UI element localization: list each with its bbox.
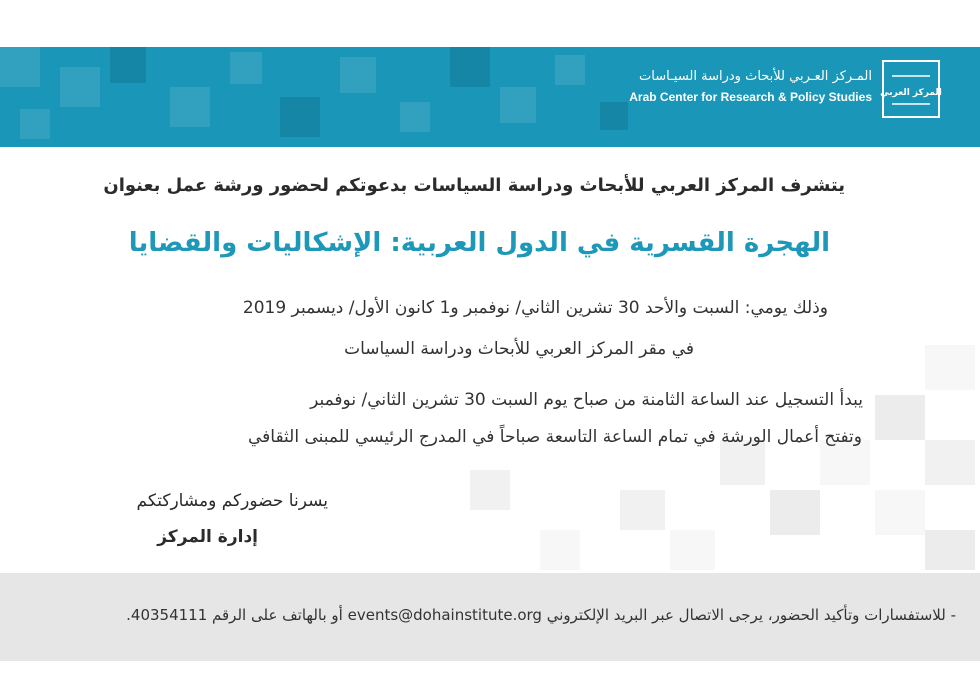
banner-tile bbox=[340, 57, 376, 93]
background-tile bbox=[875, 395, 925, 440]
banner-tile bbox=[280, 97, 320, 137]
date-line: وذلك يومي: السبت والأحد 30 تشرين الثاني/ نوفمبر و1 كانون الأول/ ديسمبر 2019 bbox=[242, 298, 828, 318]
background-tile bbox=[620, 490, 665, 530]
banner-tile bbox=[400, 102, 430, 132]
contact-text: - للاستفسارات وتأكيد الحضور، يرجى الاتصال عبر البريد الإلكتروني events@dohainstitute.org أو بالهاتف على الرقم 40354111. bbox=[126, 606, 956, 624]
header-banner bbox=[0, 47, 980, 147]
banner-tile bbox=[555, 55, 585, 85]
background-tile bbox=[925, 345, 975, 390]
background-tile bbox=[875, 490, 925, 535]
registration-line: يبدأ التسجيل عند الساعة الثامنة من صباح يوم السبت 30 تشرين الثاني/ نوفمبر bbox=[310, 390, 863, 410]
banner-tile bbox=[60, 67, 100, 107]
workshop-title: الهجرة القسرية في الدول العربية: الإشكاليات والقضايا bbox=[128, 228, 830, 258]
background-tile bbox=[925, 530, 975, 570]
background-tile bbox=[540, 530, 580, 570]
banner-tile bbox=[110, 47, 146, 83]
closing-text: يسرنا حضوركم ومشاركتكم bbox=[136, 491, 328, 511]
org-name-en: Arab Center for Research & Policy Studies bbox=[629, 90, 872, 104]
banner-tile bbox=[450, 47, 490, 87]
opening-line: وتفتح أعمال الورشة في تمام الساعة التاسعة صباحاً في المدرج الرئيسي للمبنى الثقافي bbox=[247, 427, 862, 447]
banner-tile bbox=[20, 109, 50, 139]
signature: إدارة المركز bbox=[157, 527, 258, 547]
acrps-logo-icon bbox=[882, 60, 940, 118]
org-name bbox=[629, 68, 872, 106]
background-tile bbox=[770, 490, 820, 535]
banner-tile bbox=[0, 47, 40, 87]
background-tile bbox=[925, 440, 975, 485]
banner-tile bbox=[600, 102, 628, 130]
footer-bar bbox=[0, 573, 980, 661]
banner-tile bbox=[500, 87, 536, 123]
background-tile bbox=[670, 530, 715, 570]
invitation-intro: يتشرف المركز العربي للأبحاث ودراسة السياسات بدعوتكم لحضور ورشة عمل بعنوان bbox=[103, 175, 845, 196]
banner-tile bbox=[230, 52, 262, 84]
venue-line: في مقر المركز العربي للأبحاث ودراسة السياسات bbox=[344, 339, 694, 359]
org-name-ar: المـركز العـربي للأبحاث ودراسة السيـاسات bbox=[639, 69, 872, 84]
banner-tile bbox=[170, 87, 210, 127]
background-tile bbox=[470, 470, 510, 510]
logo-glyphs: المركز العربي bbox=[880, 88, 942, 98]
